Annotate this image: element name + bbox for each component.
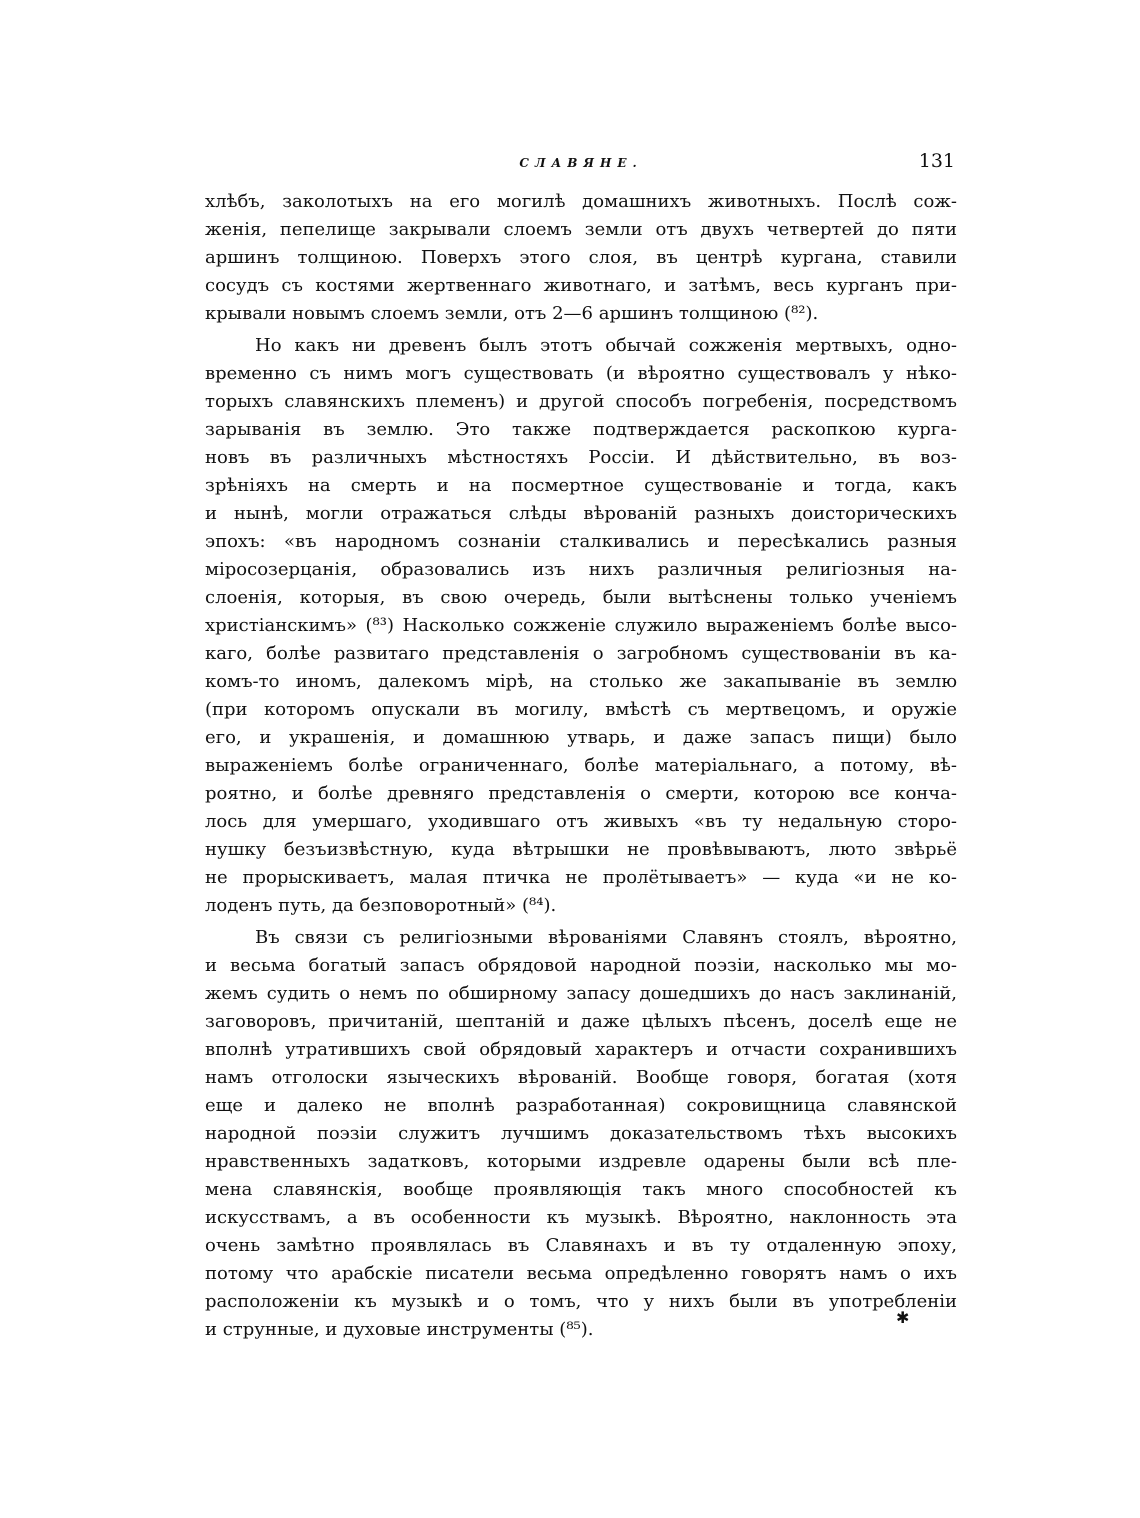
text-line: не прорыскиваетъ, малая птичка не пролётываетъ» — куда «и не ко-: [205, 867, 957, 888]
text-line: христіанскимъ» (⁸³) Насколько сожженіе служило выраженіемъ болѣе высо-: [205, 615, 957, 636]
text-line: хлѣбъ, заколотыхъ на его могилѣ домашнихъ животныхъ. Послѣ сож-: [205, 191, 957, 212]
text-line: сосудъ съ костями жертвеннаго животнаго, и затѣмъ, весь курганъ при-: [205, 275, 957, 296]
text-line: его, и украшенія, и домашнюю утварь, и даже запасъ пищи) было: [205, 727, 957, 748]
running-head: [205, 150, 957, 180]
text-line: міросозерцанія, образовались изъ нихъ различныя религіозныя на-: [205, 559, 957, 580]
text-line: и струнные, и духовые инструменты (⁸⁵).: [205, 1319, 594, 1340]
text-line: нравственныхъ задатковъ, которыми издревле одарены были всѣ пле-: [205, 1151, 957, 1172]
text-line: выраженіемъ болѣе ограниченнаго, болѣе матеріальнаго, а потому, вѣ-: [205, 755, 957, 776]
running-title: СЛАВЯНЕ.: [519, 156, 643, 170]
text-line: временно съ нимъ могъ существовать (и вѣроятно существовалъ у нѣко-: [205, 363, 957, 384]
text-line: Въ связи съ религіозными вѣрованіями Славянъ стоялъ, вѣроятно,: [255, 927, 957, 948]
text-line: роятно, и болѣе древняго представленія о смерти, которою все конча-: [205, 783, 957, 804]
text-line: женія, пепелище закрывали слоемъ земли отъ двухъ четвертей до пяти: [205, 219, 957, 240]
text-line: аршинъ толщиною. Поверхъ этого слоя, въ центрѣ кургана, ставили: [205, 247, 957, 268]
text-line: (при которомъ опускали въ могилу, вмѣстѣ съ мертвецомъ, и оружіе: [205, 699, 957, 720]
ornament-mark: ✱: [896, 1308, 910, 1327]
text-line: заговоровъ, причитаній, шептаній и даже цѣлыхъ пѣсенъ, доселѣ еще не: [205, 1011, 957, 1032]
text-line: и нынѣ, могли отражаться слѣды вѣрованій разныхъ доисторическихъ: [205, 503, 957, 524]
paragraph: [205, 188, 957, 328]
text-line: торыхъ славянскихъ племенъ) и другой способъ погребенія, посредствомъ: [205, 391, 957, 412]
text-line: лоденъ путь, да безповоротный» (⁸⁴).: [205, 895, 557, 916]
text-line: крывали новымъ слоемъ земли, отъ 2—6 аршинъ толщиною (⁸²).: [205, 303, 819, 324]
text-line: зарыванія въ землю. Это также подтверждается раскопкою курга-: [205, 419, 957, 440]
text-line: народной поэзіи служитъ лучшимъ доказательствомъ тѣхъ высокихъ: [205, 1123, 957, 1144]
text-line: очень замѣтно проявлялась въ Славянахъ и въ ту отдаленную эпоху,: [205, 1235, 957, 1256]
text-line: зрѣніяхъ на смерть и на посмертное существованіе и тогда, какъ: [205, 475, 957, 496]
text-line: еще и далеко не вполнѣ разработанная) сокровищница славянской: [205, 1095, 957, 1116]
text-line: комъ-то иномъ, далекомъ мірѣ, на столько же закапываніе въ землю: [205, 671, 957, 692]
text-line: нушку безъизвѣстную, куда вѣтрышки не провѣвываютъ, люто звѣрьё: [205, 839, 957, 860]
text-line: мена славянскія, вообще проявляющія такъ много способностей къ: [205, 1179, 957, 1200]
paragraph: [205, 332, 957, 920]
text-line: вполнѣ утратившихъ свой обрядовый характеръ и отчасти сохранившихъ: [205, 1039, 957, 1060]
text-line: Но какъ ни древенъ былъ этотъ обычай сожженія мертвыхъ, одно-: [255, 335, 957, 356]
text-line: каго, болѣе развитаго представленія о загробномъ существованіи въ ка-: [205, 643, 957, 664]
text-line: и весьма богатый запасъ обрядовой народной поэзіи, насколько мы мо-: [205, 955, 957, 976]
text-line: искусствамъ, а въ особенности къ музыкѣ. Вѣроятно, наклонность эта: [205, 1207, 957, 1228]
body-text: [205, 188, 957, 1344]
text-line: расположеніи къ музыкѣ и о томъ, что у нихъ были въ употребленіи: [205, 1291, 957, 1312]
text-line: слоенія, которыя, въ свою очередь, были вытѣснены только ученіемъ: [205, 587, 957, 608]
text-line: новъ въ различныхъ мѣстностяхъ Россіи. И дѣйствительно, въ воз-: [205, 447, 957, 468]
text-line: потому что арабскіе писатели весьма опредѣленно говорятъ намъ о ихъ: [205, 1263, 957, 1284]
text-line: жемъ судить о немъ по обширному запасу дошедшихъ до насъ заклинаній,: [205, 983, 957, 1004]
text-line: лось для умершаго, уходившаго отъ живыхъ «въ ту недальную сторо-: [205, 811, 957, 832]
page-number: 131: [918, 150, 955, 172]
paragraph: [205, 924, 957, 1344]
text-line: эпохъ: «въ народномъ сознаніи сталкивались и пересѣкались разныя: [205, 531, 957, 552]
text-line: намъ отголоски языческихъ вѣрованій. Вообще говоря, богатая (хотя: [205, 1067, 957, 1088]
